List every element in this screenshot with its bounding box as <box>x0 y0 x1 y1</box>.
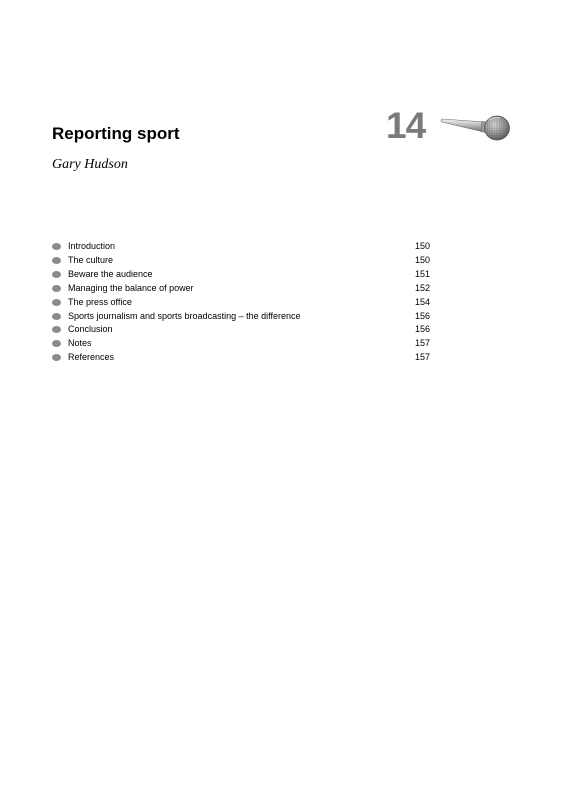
chapter-number: 14 <box>386 105 426 146</box>
toc-item-label: Beware the audience <box>68 269 153 280</box>
chapter-title: Reporting sport <box>52 124 180 143</box>
toc-item <box>52 282 430 296</box>
toc-item-page: 156 <box>414 310 430 321</box>
bullet-icon <box>52 257 61 264</box>
bullet-icon <box>52 299 61 306</box>
bullet-icon <box>52 313 61 320</box>
toc-item-page: 156 <box>414 324 430 335</box>
bullet-icon <box>52 340 61 347</box>
toc-item-label: References <box>68 352 115 363</box>
toc-item-page: 151 <box>414 269 430 280</box>
toc-item-label: Conclusion <box>68 324 113 335</box>
toc-item <box>52 240 430 254</box>
toc-item-label: The culture <box>68 255 114 266</box>
toc-item <box>52 254 430 268</box>
toc-item <box>52 337 430 351</box>
toc-item-label: Introduction <box>68 241 116 252</box>
toc-item <box>52 351 430 365</box>
toc-item-page: 157 <box>414 338 430 349</box>
chapter-author: Gary Hudson <box>52 157 128 172</box>
bullet-icon <box>52 285 61 292</box>
bullet-icon <box>52 326 61 333</box>
toc-item-page: 157 <box>414 352 430 363</box>
toc-item-label: Managing the balance of power <box>68 282 194 293</box>
chapter-contents-list <box>52 240 430 365</box>
bullet-icon <box>52 354 61 361</box>
toc-item-label: The press office <box>68 296 132 307</box>
toc-item <box>52 295 430 309</box>
toc-item-page: 152 <box>414 282 430 293</box>
toc-item-page: 150 <box>414 255 430 266</box>
toc-item-label: Notes <box>68 338 92 349</box>
microphone-icon <box>438 108 514 146</box>
toc-item-label: Sports journalism and sports broadcasting – the difference <box>68 310 301 321</box>
toc-item-page: 154 <box>414 296 430 307</box>
toc-item <box>52 323 430 337</box>
toc-item <box>52 309 430 323</box>
bullet-icon <box>52 243 61 250</box>
bullet-icon <box>52 271 61 278</box>
toc-item-page: 150 <box>414 241 430 252</box>
toc-item <box>52 268 430 282</box>
